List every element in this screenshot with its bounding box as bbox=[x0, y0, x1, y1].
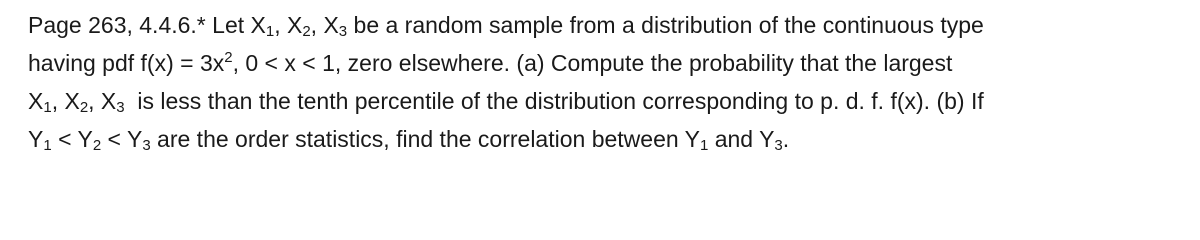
subscript: 3 bbox=[338, 23, 348, 40]
text-segment: , X bbox=[310, 12, 339, 38]
subscript: 2 bbox=[302, 23, 311, 40]
text-segment: < Y bbox=[51, 126, 93, 152]
text-segment: < Y bbox=[101, 126, 143, 152]
subscript: 3 bbox=[142, 137, 151, 154]
subscript: 1 bbox=[43, 99, 52, 116]
subscript: 3 bbox=[774, 137, 783, 154]
text-segment: be a random sample from a distribution of the continuous type bbox=[347, 12, 984, 38]
text-segment: having pdf f(x) = 3x bbox=[28, 50, 225, 76]
problem-line-3 bbox=[28, 82, 1188, 120]
subscript: 2 bbox=[92, 137, 102, 154]
text-segment: , 0 < x < 1, zero elsewhere. (a) Compute the probability that the largest bbox=[232, 50, 953, 76]
subscript: 3 bbox=[116, 99, 125, 116]
problem-text bbox=[28, 6, 1188, 158]
text-segment: Y bbox=[28, 126, 44, 152]
subscript: 1 bbox=[265, 23, 275, 40]
subscript: 2 bbox=[79, 99, 89, 116]
text-segment: X bbox=[28, 88, 44, 114]
problem-line-4 bbox=[28, 120, 1188, 158]
superscript: 2 bbox=[224, 49, 233, 66]
text-segment: . bbox=[782, 126, 790, 152]
subscript: 1 bbox=[43, 137, 52, 154]
text-segment: , X bbox=[88, 88, 117, 114]
text-segment: and Y bbox=[708, 126, 775, 152]
text-segment: Page 263, 4.4.6.* Let X bbox=[28, 12, 266, 38]
text-segment: are the order statistics, find the correlation between Y bbox=[150, 126, 700, 152]
text-segment: , X bbox=[51, 88, 80, 114]
problem-line-1 bbox=[28, 6, 1188, 44]
text-segment: , X bbox=[274, 12, 303, 38]
problem-line-2 bbox=[28, 44, 1188, 82]
subscript: 1 bbox=[699, 137, 709, 154]
text-segment: is less than the tenth percentile of the distribution corresponding to p. d. f. f(x). (b) If bbox=[124, 88, 984, 114]
